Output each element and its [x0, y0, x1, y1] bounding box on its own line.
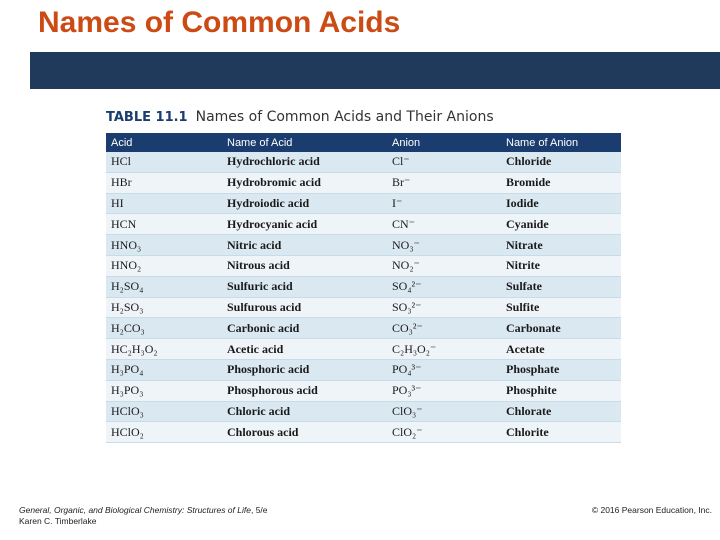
cell-acid-name: Sulfurous acid [222, 297, 387, 318]
cell-anion-formula: SO₄²⁻ [387, 276, 501, 297]
cell-anion-formula: SO₃²⁻ [387, 297, 501, 318]
cell-acid-formula: HNO₃ [106, 235, 222, 256]
table-row [106, 193, 621, 214]
cell-acid-formula: HCl [106, 152, 222, 172]
footer-copyright: © 2016 Pearson Education, Inc. [591, 505, 712, 515]
cell-anion-name: Nitrate [501, 235, 621, 256]
cell-acid-name: Hydrobromic acid [222, 172, 387, 193]
cell-acid-name: Phosphorous acid [222, 380, 387, 401]
cell-acid-name: Phosphoric acid [222, 359, 387, 380]
cell-anion-name: Chlorate [501, 401, 621, 422]
table-row [106, 422, 621, 443]
cell-acid-formula: HNO₂ [106, 255, 222, 276]
cell-acid-name: Nitric acid [222, 235, 387, 256]
slide-title: Names of Common Acids [38, 6, 401, 39]
cell-acid-name: Sulfuric acid [222, 276, 387, 297]
cell-anion-formula: I⁻ [387, 193, 501, 214]
table-row [106, 276, 621, 297]
cell-anion-formula: CO₃²⁻ [387, 318, 501, 339]
cell-anion-formula: NO₃⁻ [387, 235, 501, 256]
cell-acid-name: Carbonic acid [222, 318, 387, 339]
table-row [106, 235, 621, 256]
cell-acid-formula: HCN [106, 214, 222, 235]
header-name-of-anion: Name of Anion [501, 133, 621, 152]
table-caption-text: Names of Common Acids and Their Anions [195, 109, 494, 125]
cell-acid-formula: H₂SO₃ [106, 297, 222, 318]
cell-acid-formula: H₂SO₄ [106, 276, 222, 297]
cell-acid-name: Hydroiodic acid [222, 193, 387, 214]
cell-anion-name: Sulfite [501, 297, 621, 318]
footer-author: Karen C. Timberlake [19, 516, 97, 526]
cell-anion-formula: NO₂⁻ [387, 255, 501, 276]
cell-acid-formula: HBr [106, 172, 222, 193]
cell-acid-name: Hydrochloric acid [222, 152, 387, 172]
table-row [106, 380, 621, 401]
cell-anion-formula: PO₄³⁻ [387, 359, 501, 380]
cell-acid-name: Acetic acid [222, 339, 387, 360]
header-anion: Anion [387, 133, 501, 152]
footer-citation [19, 505, 268, 527]
cell-acid-name: Hydrocyanic acid [222, 214, 387, 235]
table-row [106, 359, 621, 380]
table-header-row [106, 133, 621, 152]
table-caption [106, 109, 494, 125]
cell-acid-formula: H₂CO₃ [106, 318, 222, 339]
table-body [106, 152, 621, 443]
cell-anion-name: Chlorite [501, 422, 621, 443]
cell-anion-formula: Br⁻ [387, 172, 501, 193]
table-number: TABLE 11.1 [106, 110, 188, 125]
cell-acid-formula: H₃PO₃ [106, 380, 222, 401]
cell-anion-name: Chloride [501, 152, 621, 172]
cell-acid-formula: HI [106, 193, 222, 214]
cell-acid-formula: HClO₃ [106, 401, 222, 422]
cell-anion-name: Sulfate [501, 276, 621, 297]
cell-acid-name: Nitrous acid [222, 255, 387, 276]
cell-acid-formula: HC₂H₃O₂ [106, 339, 222, 360]
cell-anion-formula: PO₃³⁻ [387, 380, 501, 401]
footer-edition: , 5/e [250, 505, 268, 515]
cell-acid-formula: HClO₂ [106, 422, 222, 443]
title-bar [30, 52, 720, 89]
cell-anion-name: Carbonate [501, 318, 621, 339]
cell-acid-formula: H₃PO₄ [106, 359, 222, 380]
cell-anion-name: Phosphite [501, 380, 621, 401]
cell-anion-name: Phosphate [501, 359, 621, 380]
acids-table [106, 133, 621, 443]
header-name-of-acid: Name of Acid [222, 133, 387, 152]
cell-anion-name: Cyanide [501, 214, 621, 235]
table-row [106, 172, 621, 193]
cell-anion-formula: CN⁻ [387, 214, 501, 235]
footer-book-title: General, Organic, and Biological Chemistry: Structures of Life [19, 505, 251, 515]
table-row [106, 255, 621, 276]
table-row [106, 152, 621, 172]
table-row [106, 401, 621, 422]
cell-acid-name: Chlorous acid [222, 422, 387, 443]
cell-anion-name: Iodide [501, 193, 621, 214]
table-row [106, 318, 621, 339]
table-row [106, 297, 621, 318]
table-row [106, 339, 621, 360]
cell-anion-formula: ClO₃⁻ [387, 401, 501, 422]
cell-anion-formula: ClO₂⁻ [387, 422, 501, 443]
table-row [106, 214, 621, 235]
cell-anion-name: Bromide [501, 172, 621, 193]
cell-anion-formula: Cl⁻ [387, 152, 501, 172]
header-acid: Acid [106, 133, 222, 152]
cell-anion-formula: C₂H₃O₂⁻ [387, 339, 501, 360]
cell-acid-name: Chloric acid [222, 401, 387, 422]
cell-anion-name: Nitrite [501, 255, 621, 276]
cell-anion-name: Acetate [501, 339, 621, 360]
